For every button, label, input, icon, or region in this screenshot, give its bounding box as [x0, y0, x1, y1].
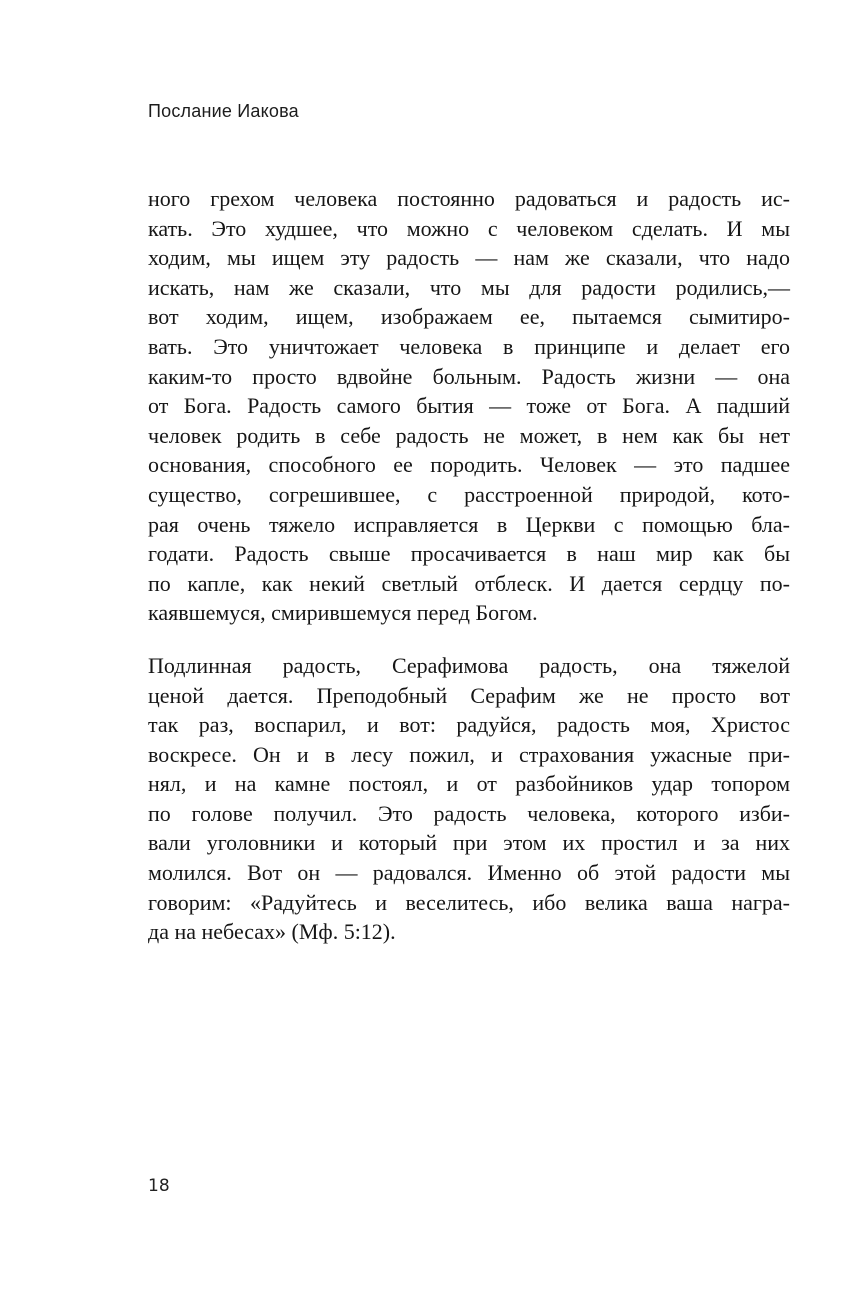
- text-line: от Бога. Радость самого бытия — тоже от Бога. А падший: [148, 393, 790, 419]
- text-line: по капле, как некий светлый отблеск. И дается сердцу по-: [148, 570, 790, 596]
- text-line: так раз, воспарил, и вот: радуйся, радость моя, Христос: [148, 712, 790, 738]
- text-line: существо, согрешившее, с расстроенной природой, кото-: [148, 481, 790, 507]
- text-line: вот ходим, ищем, изображаем ее, пытаемся сымитиро-: [148, 304, 790, 330]
- page-number: 18: [148, 1176, 170, 1196]
- text-line: нял, и на камне постоял, и от разбойников удар топором: [148, 771, 790, 797]
- body-text: [148, 184, 790, 947]
- text-line: искать, нам же сказали, что мы для радости родились,—: [148, 274, 790, 300]
- text-line: Подлинная радость, Серафимова радость, она тяжелой: [148, 652, 790, 678]
- text-line: вать. Это уничтожает человека в принципе и делает его: [148, 333, 790, 359]
- text-line: основания, способного ее породить. Человек — это падшее: [148, 452, 790, 478]
- text-line: молился. Вот он — радовался. Именно об этой радости мы: [148, 860, 790, 886]
- paragraph: [148, 651, 790, 947]
- text-line: ходим, мы ищем эту радость — нам же сказали, что надо: [148, 245, 790, 271]
- paragraph: [148, 184, 790, 628]
- text-line: ценой дается. Преподобный Серафим же не просто вот: [148, 682, 790, 708]
- running-header: Послание Иакова: [148, 101, 299, 121]
- text-line: каявшемуся, смирившемуся перед Богом.: [148, 600, 538, 626]
- text-line: говорим: «Радуйтесь и веселитесь, ибо велика ваша награ-: [148, 889, 790, 915]
- text-line: кать. Это худшее, что можно с человеком сделать. И мы: [148, 215, 790, 241]
- text-line: рая очень тяжело исправляется в Церкви с помощью бла-: [148, 511, 790, 537]
- text-line: человек родить в себе радость не может, в нем как бы нет: [148, 422, 790, 448]
- text-line: по голове получил. Это радость человека, которого изби-: [148, 800, 790, 826]
- text-line: воскресе. Он и в лесу пожил, и страхования ужасные при-: [148, 741, 790, 767]
- text-line: ного грехом человека постоянно радоваться и радость ис-: [148, 186, 790, 211]
- text-line: каким-то просто вдвойне больным. Радость жизни — она: [148, 363, 790, 389]
- text-line: годати. Радость свыше просачивается в наш мир как бы: [148, 541, 790, 567]
- text-line: да на небесах» (Мф. 5:12).: [148, 919, 396, 945]
- text-line: вали уголовники и который при этом их простил и за них: [148, 830, 790, 856]
